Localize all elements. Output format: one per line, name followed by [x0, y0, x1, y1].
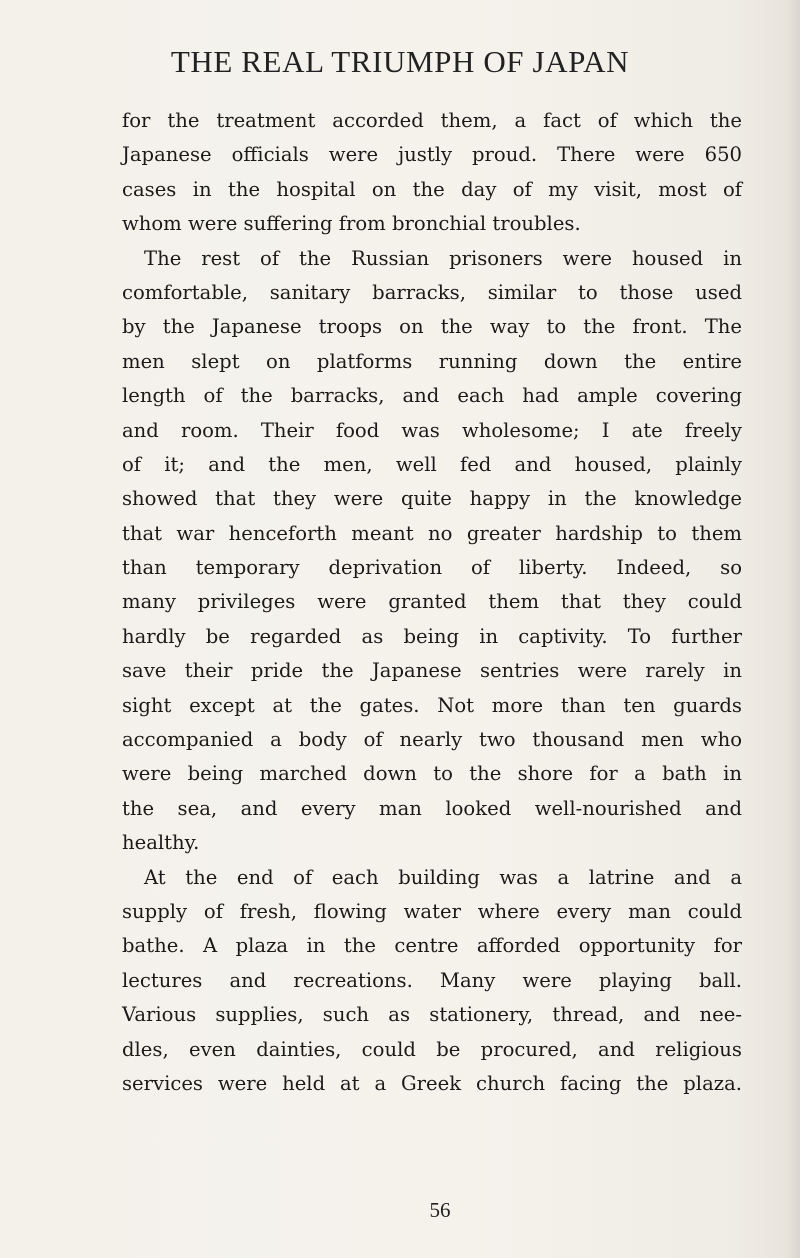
- text-line: showed that they were quite happy in the knowledge: [122, 487, 742, 511]
- text-line: services were held at a Greek church facing the plaza.: [122, 1071, 742, 1095]
- text-line: Various supplies, such as stationery, thread, and nee-: [122, 1003, 742, 1027]
- text-line: lectures and recreations. Many were playing ball.: [122, 968, 742, 992]
- text-line: dles, even dainties, could be procured, and religious: [122, 1037, 742, 1061]
- text-line: bathe. A plaza in the centre afforded opportunity for: [122, 934, 742, 958]
- text-line: supply of fresh, flowing water where every man could: [122, 899, 742, 923]
- body-text: [122, 104, 742, 1101]
- text-line: and room. Their food was wholesome; I ate freely: [122, 418, 742, 442]
- text-line: than temporary deprivation of liberty. Indeed, so: [122, 556, 742, 580]
- text-line: that war henceforth meant no greater hardship to them: [122, 521, 742, 545]
- text-line: men slept on platforms running down the entire: [122, 349, 742, 373]
- text-line: healthy.: [122, 831, 200, 855]
- text-line: The rest of the Russian prisoners were housed in: [144, 246, 742, 270]
- text-line: sight except at the gates. Not more than ten guards: [122, 693, 742, 717]
- text-line: Japanese officials were justly proud. There were 650: [122, 143, 742, 167]
- text-line: by the Japanese troops on the way to the front. The: [122, 315, 742, 339]
- text-line: At the end of each building was a latrine and a: [144, 865, 742, 889]
- text-line: many privileges were granted them that they could: [122, 590, 742, 614]
- text-line: length of the barracks, and each had ample covering: [122, 384, 742, 408]
- text-line: for the treatment accorded them, a fact of which the: [122, 109, 742, 132]
- page-number: 56: [429, 1198, 451, 1222]
- page-edge-shadow: [786, 0, 800, 1258]
- text-line: hardly be regarded as being in captivity. To further: [122, 624, 742, 648]
- text-line: comfortable, sanitary barracks, similar to those used: [122, 280, 742, 304]
- text-line: were being marched down to the shore for a bath in: [122, 762, 742, 786]
- text-line: whom were suffering from bronchial troubles.: [122, 212, 581, 236]
- running-head: THE REAL TRIUMPH OF JAPAN: [170, 44, 630, 79]
- text-line: accompanied a body of nearly two thousand men who: [122, 728, 742, 752]
- text-line: the sea, and every man looked well-nourished and: [122, 796, 742, 820]
- text-line: cases in the hospital on the day of my visit, most of: [122, 177, 742, 201]
- text-line: of it; and the men, well fed and housed, plainly: [122, 452, 742, 476]
- text-line: save their pride the Japanese sentries were rarely in: [122, 659, 742, 683]
